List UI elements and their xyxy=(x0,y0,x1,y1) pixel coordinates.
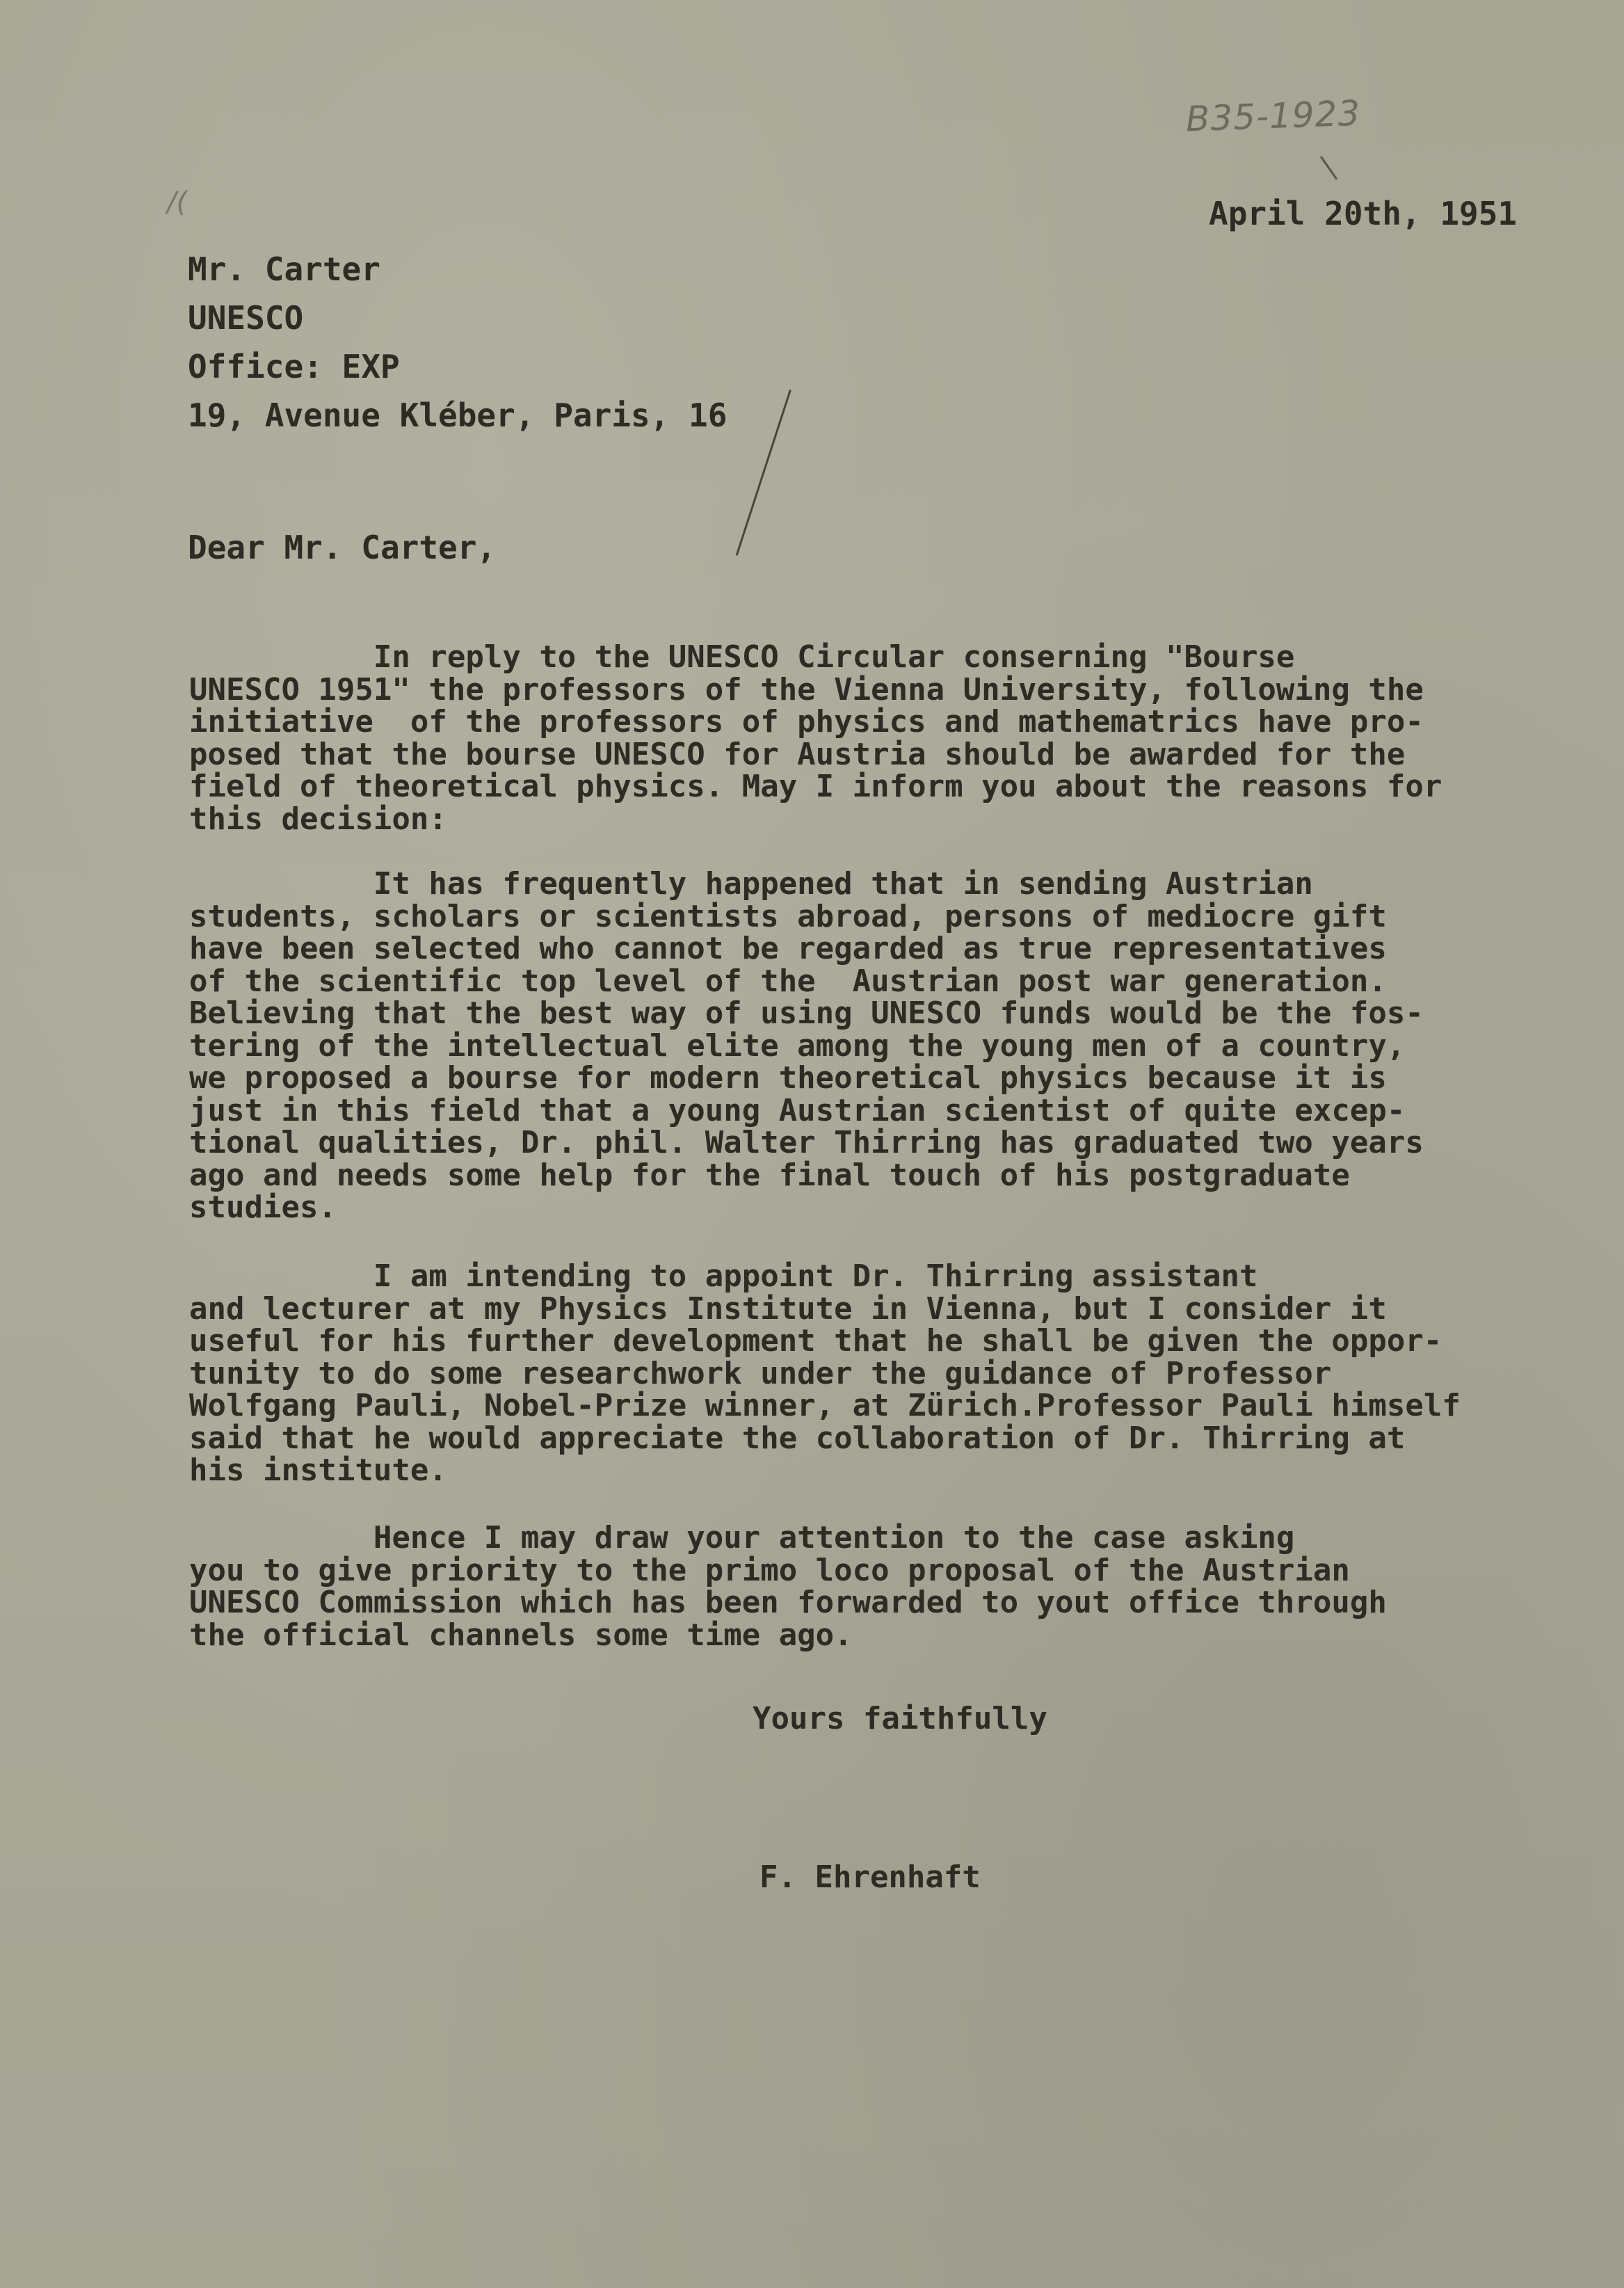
paragraph-line: ago and needs some help for the final touch of his postgraduate xyxy=(189,1157,1350,1193)
paragraph-line: Believing that the best way of using UNESCO funds would be the fos- xyxy=(189,995,1424,1031)
pencil-mark: /( xyxy=(167,186,188,218)
paragraph-line: have been selected who cannot be regarded as true representatives xyxy=(189,931,1387,966)
paragraph-line: I am intending to appoint Dr. Thirring assistant xyxy=(189,1258,1258,1294)
archive-reference-number: B35-1923 xyxy=(1185,93,1362,140)
recipient-office: Office: EXP xyxy=(188,348,400,385)
ink-stroke xyxy=(736,390,791,556)
recipient-address: 19, Avenue Kléber, Paris, 16 xyxy=(188,397,727,434)
paragraph-line: tunity to do some researchwork under the guidance of Professor xyxy=(189,1355,1332,1391)
signature-name: F. Ehrenhaft xyxy=(759,1859,981,1895)
paragraph-line: and lecturer at my Physics Institute in Vienna, but I consider it xyxy=(189,1290,1387,1327)
paragraph-line: of the scientific top level of the Austrian post war generation. xyxy=(189,963,1387,999)
paragraph-line: you to give priority to the primo loco proposal of the Austrian xyxy=(189,1552,1350,1588)
paragraph-line: tering of the intellectual elite among the young men of a country, xyxy=(189,1027,1406,1064)
paragraph-line: UNESCO 1951" the professors of the Vienna University, following the xyxy=(189,671,1424,707)
paragraph-2 xyxy=(189,868,1424,1224)
recipient-organization: UNESCO xyxy=(188,299,304,337)
paragraph-line: his institute. xyxy=(189,1453,447,1488)
ink-tick xyxy=(1320,156,1337,179)
paragraph-line: said that he would appreciate the collaboration of Dr. Thirring at xyxy=(189,1420,1406,1456)
paragraph-line: the official channels some time ago. xyxy=(189,1617,853,1653)
paragraph-line: Hence I may draw your attention to the case asking xyxy=(189,1520,1295,1555)
paragraph-4 xyxy=(189,1522,1387,1651)
paragraph-line: UNESCO Commission which has been forwarded to yout office through xyxy=(189,1585,1387,1620)
paragraph-line: studies. xyxy=(189,1190,337,1225)
paragraph-line: useful for his further development that he shall be given the oppor- xyxy=(189,1323,1442,1359)
paragraph-line: tional qualities, Dr. phil. Walter Thirring has graduated two years xyxy=(189,1125,1424,1160)
paragraph-line: field of theoretical physics. May I inform you about the reasons for xyxy=(189,769,1442,804)
letter-date: April 20th, 1951 xyxy=(1209,195,1518,232)
paragraph-line: In reply to the UNESCO Circular conserning "Bourse xyxy=(189,639,1295,675)
paragraph-1 xyxy=(189,641,1442,835)
paragraph-line: initiative of the professors of physics and mathematrics have pro- xyxy=(189,704,1424,739)
salutation: Dear Mr. Carter, xyxy=(188,529,497,566)
paragraph-line: It has frequently happened that in sending Austrian xyxy=(189,866,1313,902)
paragraph-3 xyxy=(189,1258,1461,1488)
paragraph-line: just in this field that a young Austrian scientist of quite excep- xyxy=(189,1092,1406,1128)
paragraph-line: Wolfgang Pauli, Nobel-Prize winner, at Zürich.Professor Pauli himself xyxy=(189,1388,1461,1423)
closing: Yours faithfully xyxy=(753,1701,1047,1736)
recipient-name: Mr. Carter xyxy=(188,250,380,288)
paragraph-line: this decision: xyxy=(189,801,447,837)
paragraph-line: students, scholars or scientists abroad, persons of mediocre gift xyxy=(189,898,1387,934)
paragraph-line: posed that the bourse UNESCO for Austria should be awarded for the xyxy=(189,736,1406,772)
paragraph-line: we proposed a bourse for modern theoretical physics because it is xyxy=(189,1060,1387,1096)
